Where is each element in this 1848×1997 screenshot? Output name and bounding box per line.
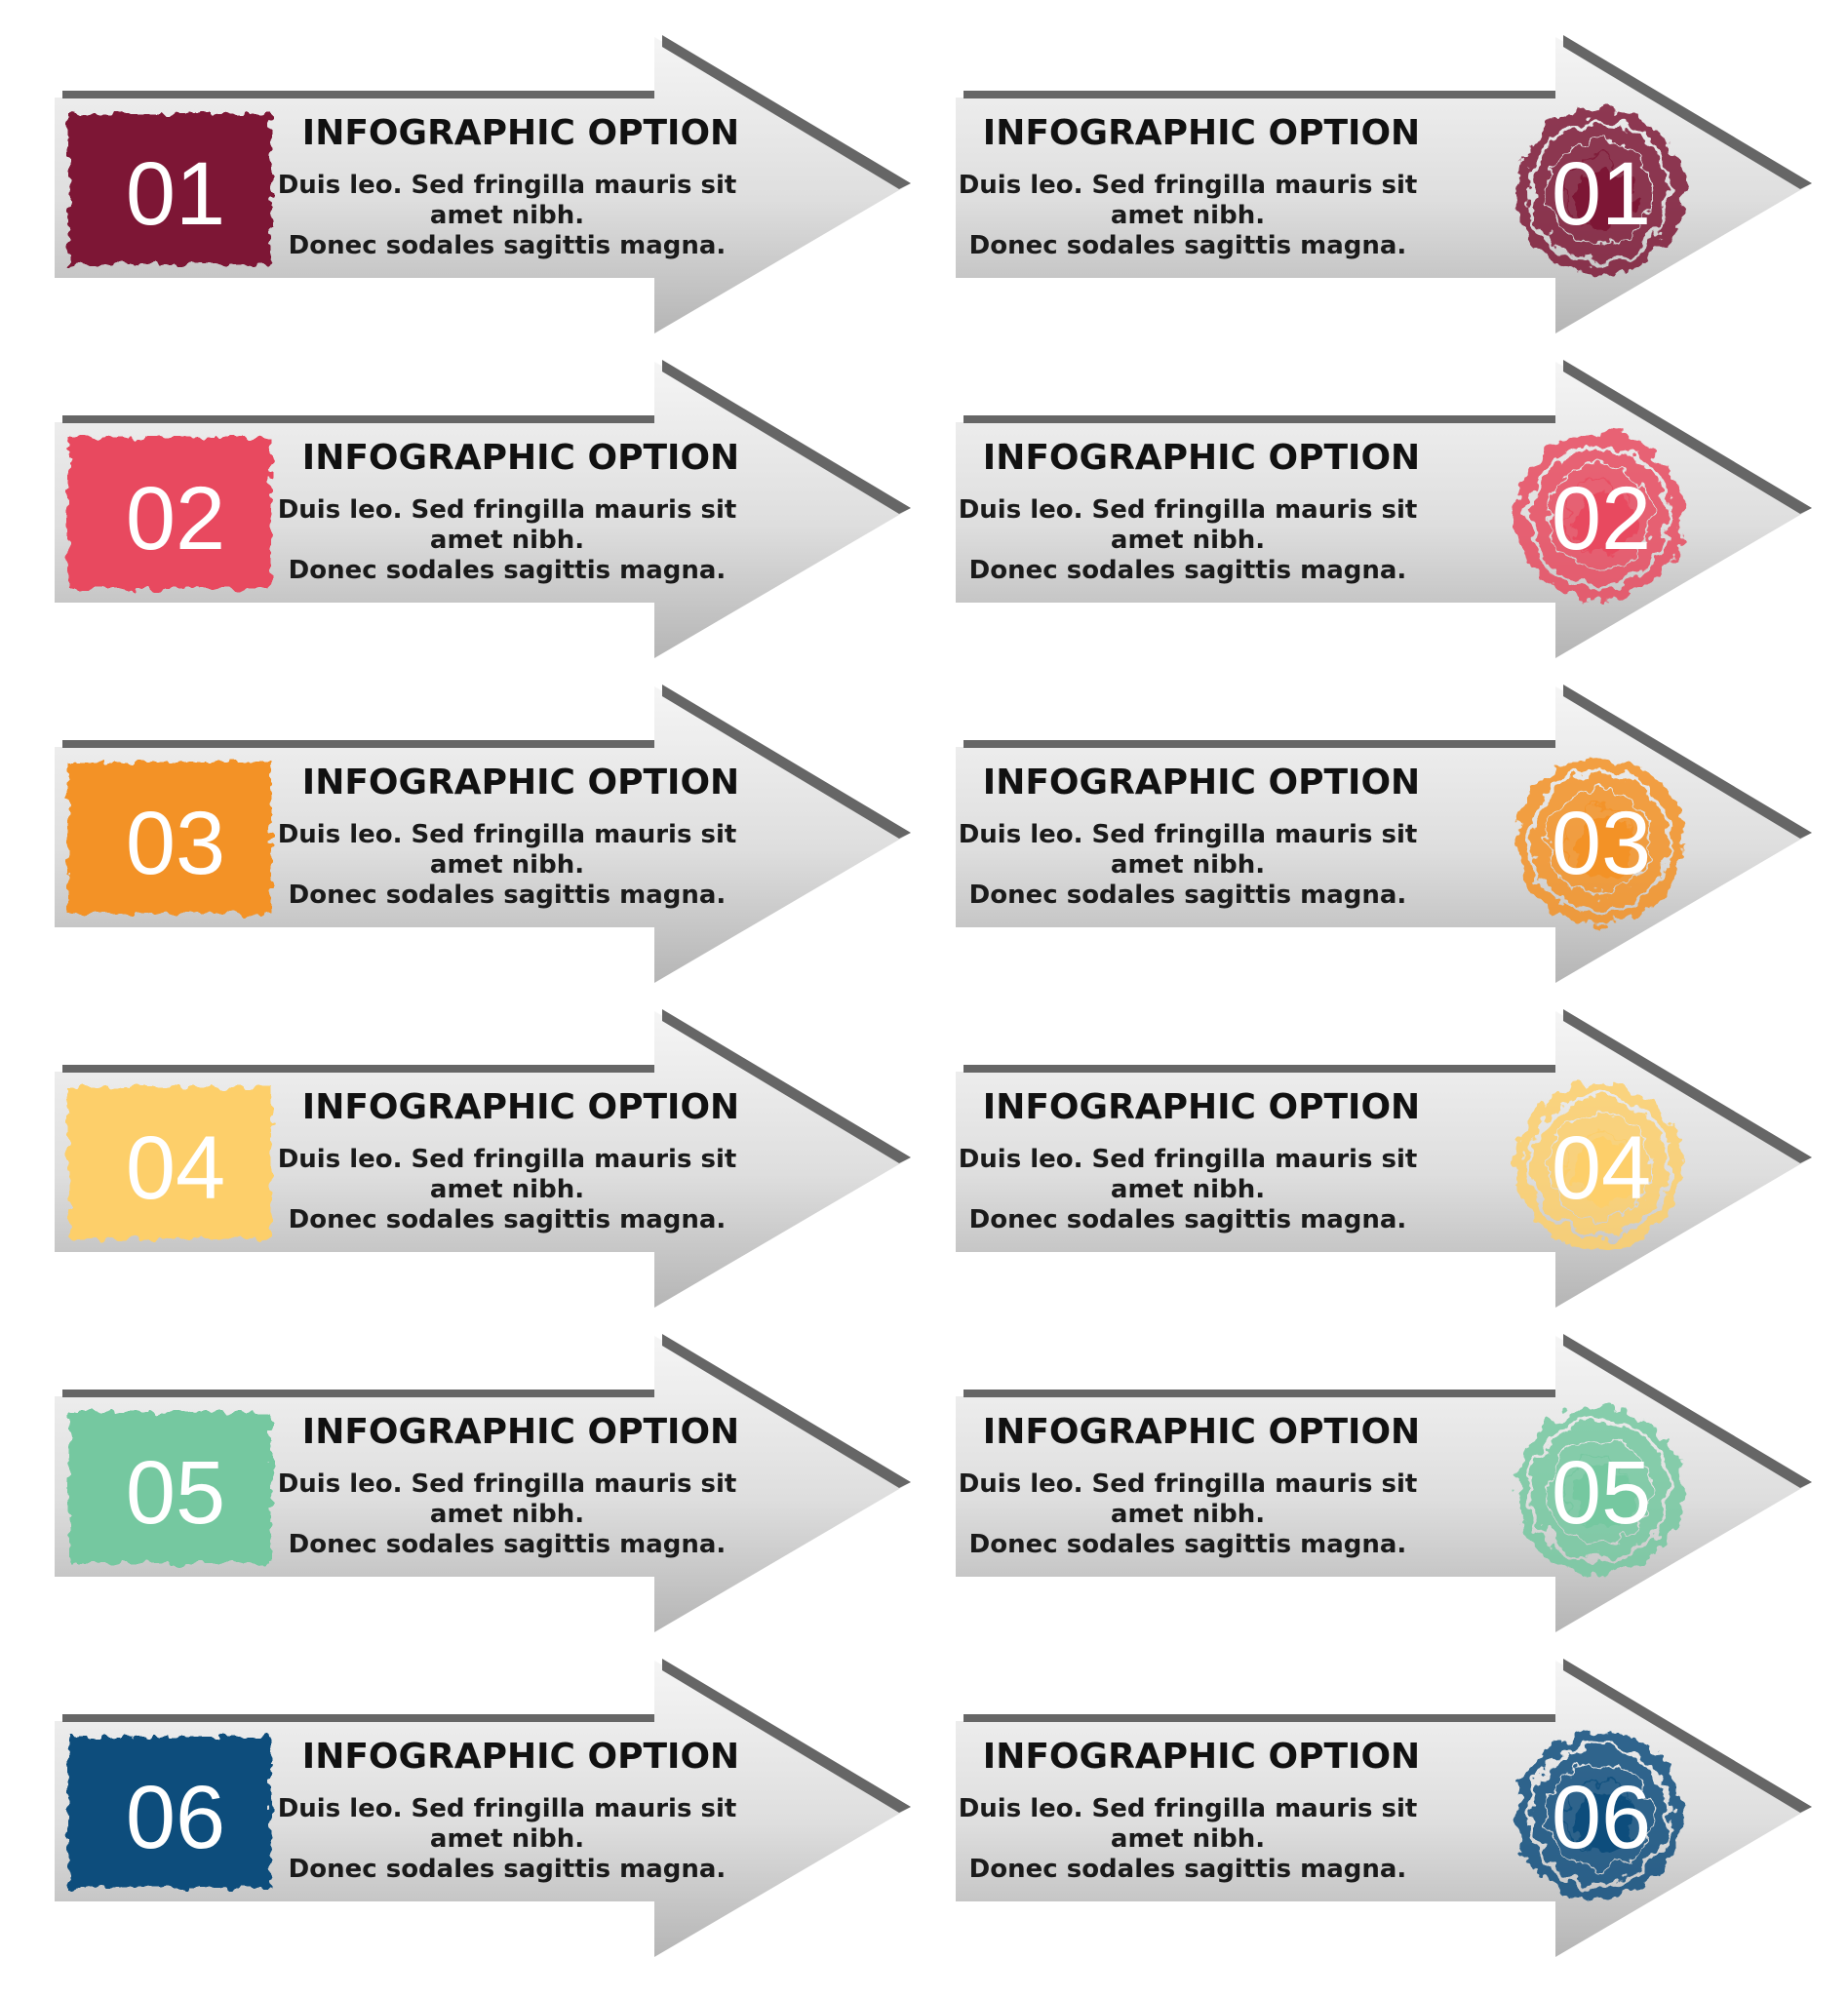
- option-card-left: [55, 1009, 911, 1308]
- option-title: INFOGRAPHIC OPTION: [982, 113, 1421, 153]
- option-card-left: [55, 1334, 911, 1632]
- option-desc-line2: amet nibh.: [429, 1824, 585, 1854]
- option-card-right: [956, 1334, 1812, 1632]
- option-desc-line1: Duis leo. Sed fringilla mauris sit: [958, 820, 1418, 849]
- option-desc-line1: Duis leo. Sed fringilla mauris sit: [277, 171, 737, 200]
- option-title: INFOGRAPHIC OPTION: [982, 438, 1421, 478]
- option-desc-line3: Donec sodales sagittis magna.: [968, 231, 1407, 260]
- option-number: 01: [1551, 144, 1652, 244]
- option-desc-line3: Donec sodales sagittis magna.: [968, 881, 1407, 910]
- right-column: [956, 35, 1812, 1957]
- option-card-right: [956, 685, 1812, 983]
- option-desc-line3: Donec sodales sagittis magna.: [288, 1855, 727, 1884]
- option-desc-line3: Donec sodales sagittis magna.: [968, 556, 1407, 585]
- option-desc-line1: Duis leo. Sed fringilla mauris sit: [958, 1794, 1418, 1823]
- option-desc-line2: amet nibh.: [1110, 1175, 1266, 1204]
- option-desc-line2: amet nibh.: [1110, 526, 1266, 555]
- option-desc-line1: Duis leo. Sed fringilla mauris sit: [277, 1469, 737, 1499]
- option-card-right: [956, 1659, 1812, 1957]
- arrow-top-line: [963, 1714, 1555, 1722]
- option-desc-line1: Duis leo. Sed fringilla mauris sit: [958, 1469, 1418, 1499]
- option-title: INFOGRAPHIC OPTION: [982, 763, 1421, 803]
- option-desc-line1: Duis leo. Sed fringilla mauris sit: [277, 820, 737, 849]
- option-desc-line3: Donec sodales sagittis magna.: [288, 556, 727, 585]
- option-number: 02: [125, 469, 226, 568]
- option-desc-line2: amet nibh.: [1110, 201, 1266, 230]
- option-desc-line2: amet nibh.: [429, 526, 585, 555]
- option-title: INFOGRAPHIC OPTION: [982, 1087, 1421, 1127]
- arrow-top-line: [963, 1065, 1555, 1073]
- arrow-top-line: [963, 1390, 1555, 1397]
- arrow-top-line: [62, 415, 654, 423]
- option-number: 05: [125, 1443, 226, 1543]
- option-card-right: [956, 35, 1812, 333]
- arrow-top-line: [62, 1065, 654, 1073]
- option-desc-line3: Donec sodales sagittis magna.: [968, 1855, 1407, 1884]
- option-desc-line3: Donec sodales sagittis magna.: [968, 1205, 1407, 1234]
- option-desc-line3: Donec sodales sagittis magna.: [968, 1530, 1407, 1559]
- arrow-top-line: [963, 740, 1555, 748]
- option-number: 03: [1551, 794, 1652, 893]
- option-desc-line2: amet nibh.: [429, 850, 585, 880]
- option-title: INFOGRAPHIC OPTION: [301, 438, 740, 478]
- option-desc-line2: amet nibh.: [429, 1500, 585, 1529]
- option-number: 06: [1551, 1768, 1652, 1867]
- option-number: 01: [125, 144, 226, 244]
- option-desc-line3: Donec sodales sagittis magna.: [288, 1530, 727, 1559]
- option-number: 04: [125, 1118, 226, 1218]
- option-card-left: [55, 360, 911, 658]
- option-desc-line1: Duis leo. Sed fringilla mauris sit: [958, 495, 1418, 525]
- option-desc-line3: Donec sodales sagittis magna.: [288, 1205, 727, 1234]
- option-desc-line2: amet nibh.: [429, 201, 585, 230]
- option-desc-line1: Duis leo. Sed fringilla mauris sit: [277, 1794, 737, 1823]
- option-card-left: [55, 35, 911, 333]
- arrow-top-line: [62, 1390, 654, 1397]
- option-number: 05: [1551, 1443, 1652, 1543]
- arrow-top-line: [963, 91, 1555, 98]
- option-card-left: [55, 1659, 911, 1957]
- arrow-top-line: [62, 91, 654, 98]
- option-title: INFOGRAPHIC OPTION: [982, 1412, 1421, 1452]
- arrow-top-line: [62, 1714, 654, 1722]
- arrow-top-line: [62, 740, 654, 748]
- left-column: [55, 35, 911, 1957]
- option-desc-line3: Donec sodales sagittis magna.: [288, 881, 727, 910]
- option-title: INFOGRAPHIC OPTION: [301, 113, 740, 153]
- option-title: INFOGRAPHIC OPTION: [301, 763, 740, 803]
- option-title: INFOGRAPHIC OPTION: [982, 1737, 1421, 1777]
- option-title: INFOGRAPHIC OPTION: [301, 1737, 740, 1777]
- option-number: 04: [1551, 1118, 1652, 1218]
- option-desc-line2: amet nibh.: [1110, 1500, 1266, 1529]
- option-desc-line1: Duis leo. Sed fringilla mauris sit: [277, 495, 737, 525]
- option-number: 02: [1551, 469, 1652, 568]
- option-desc-line1: Duis leo. Sed fringilla mauris sit: [958, 171, 1418, 200]
- option-card-right: [956, 1009, 1812, 1308]
- option-title: INFOGRAPHIC OPTION: [301, 1087, 740, 1127]
- option-desc-line1: Duis leo. Sed fringilla mauris sit: [958, 1145, 1418, 1174]
- arrow-top-line: [963, 415, 1555, 423]
- option-desc-line1: Duis leo. Sed fringilla mauris sit: [277, 1145, 737, 1174]
- option-card-left: [55, 685, 911, 983]
- option-number: 06: [125, 1768, 226, 1867]
- option-desc-line2: amet nibh.: [429, 1175, 585, 1204]
- option-card-right: [956, 360, 1812, 658]
- option-desc-line2: amet nibh.: [1110, 850, 1266, 880]
- option-desc-line3: Donec sodales sagittis magna.: [288, 231, 727, 260]
- option-title: INFOGRAPHIC OPTION: [301, 1412, 740, 1452]
- option-number: 03: [125, 794, 226, 893]
- option-desc-line2: amet nibh.: [1110, 1824, 1266, 1854]
